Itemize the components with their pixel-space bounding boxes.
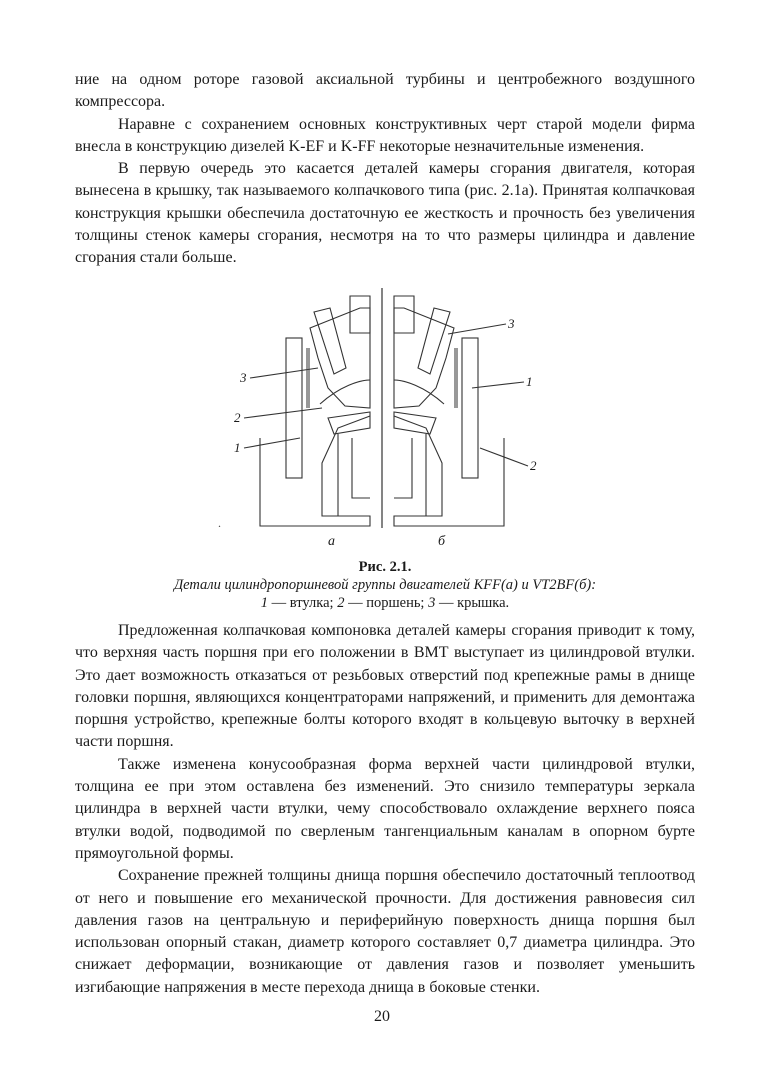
- page-number: 20: [374, 1008, 390, 1025]
- text-block-top: [75, 69, 695, 270]
- hatch-right: [454, 348, 458, 408]
- paragraph: ние на одном роторе газовой аксиальной турбины и центробежного воздушного компрессора.: [75, 71, 695, 111]
- legend-number: 3: [428, 595, 436, 611]
- figure-caption-description: Детали цилиндропоршневой группы двигателей KFF(a) и VT2BF(б):: [173, 577, 597, 593]
- stud-left: [286, 338, 302, 478]
- injector-right: [418, 308, 450, 374]
- label-left-2: 2: [234, 410, 241, 425]
- leader-line: [244, 438, 300, 448]
- stud-right: [462, 338, 478, 478]
- figure-caption-legend: [75, 594, 695, 613]
- legend-number: 1: [260, 595, 269, 611]
- figure-caption-title: Рис. 2.1.: [358, 559, 412, 575]
- figure-mark: .: [218, 516, 221, 530]
- label-right-2: 2: [530, 458, 537, 473]
- paragraph: В первую очередь это касается деталей камеры сгорания двигателя, которая вынесена в крышку, так называемого колпачкового типа (рис. 2.1а). Принятая колпачковая конструкция крышки обеспечила достаточную ее жесткость и прочность без увеличения толщины стенок камеры сгорания, несмотря на то что размеры цилиндра и давление сгорания стали больше.: [75, 160, 695, 267]
- piston-skirt-left: [352, 438, 370, 498]
- combustion-dome-left: [320, 380, 370, 404]
- subfigure-label-a: а: [328, 534, 335, 549]
- legend-text: — поршень;: [344, 595, 429, 611]
- leader-line: [244, 408, 322, 418]
- paragraph: Предложенная колпачковая компоновка деталей камеры сгорания приводит к тому, что верхняя часть поршня при его положении в ВМТ выступает из цилиндровой втулки. Это дает возможность отказаться от резьбовых отверстий под крепежные рамы в днище головки поршня, являющихся концентраторами напряжений, и применить для демонтажа поршня устройство, крепежные болты которого входят в кольцевую выточку в верхней части поршня.: [75, 622, 695, 751]
- cover-right: [394, 308, 454, 408]
- hatch-left: [306, 348, 310, 408]
- leader-line: [472, 382, 524, 388]
- legend-text: — втулка;: [268, 595, 338, 611]
- cylinder-block-left: [260, 416, 370, 526]
- piston-skirt-right: [394, 438, 412, 498]
- cylinder-block-right: [394, 416, 504, 526]
- engine-cross-section-figure: [210, 288, 555, 553]
- label-left-1: 1: [234, 440, 241, 455]
- valve-housing-right: [394, 296, 414, 333]
- engine-drawing: [210, 288, 555, 553]
- cover-left: [310, 308, 370, 408]
- legend-text: — крышка.: [435, 595, 510, 611]
- paragraph: Сохранение прежней толщины днища поршня обеспечило достаточный теплоотвод от него и повышение его механической прочности. Для достижения равновесия сил давления газов на центральную и периферийную поверхность днища поршня был использован опорный стакан, диаметр которого составляет 0,7 диаметра цилиндра. Это снижает деформации, возникающие от давления газов и позволяет уменьшить изгибающие напряжения в месте перехода днища в боковые стенки.: [75, 867, 695, 996]
- injector-left: [314, 308, 346, 374]
- valve-housing-left: [350, 296, 370, 333]
- combustion-dome-right: [394, 380, 444, 404]
- text-block-bottom: [75, 620, 695, 999]
- piston-crown-left: [328, 412, 370, 434]
- leader-line: [448, 324, 506, 334]
- label-right-1: 1: [526, 374, 533, 389]
- paragraph: Наравне с сохранением основных конструктивных черт старой модели фирма внесла в конструкцию дизелей K-EF и K-FF некоторые незначительные изменения.: [75, 115, 695, 155]
- label-left-3: 3: [240, 370, 247, 385]
- paragraph: Также изменена конусообразная форма верхней части цилиндровой втулки, толщина ее при этом оставлена без изменений. Это снизило температуры зеркала цилиндра в верхней части втулки, чему способствовало охлаждение верхнего пояса втулки водой, подводимой по сверленым тангенциальным каналам в опорном бурте прямоугольной формы.: [75, 755, 695, 862]
- label-right-3: 3: [508, 316, 515, 331]
- subfigure-label-b: б: [438, 534, 446, 549]
- piston-crown-right: [394, 412, 436, 434]
- legend-number: 2: [337, 595, 345, 611]
